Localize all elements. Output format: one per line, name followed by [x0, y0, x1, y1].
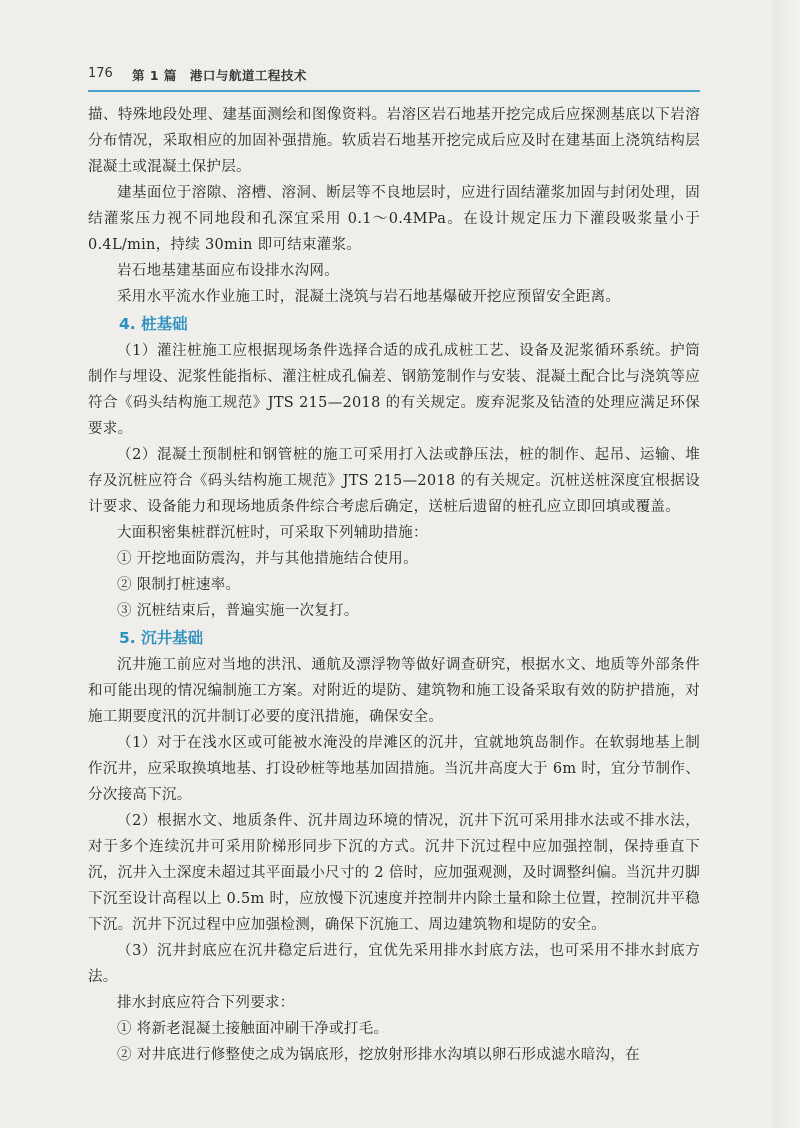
list-item: ② 对井底进行修整使之成为锅底形，挖放射形排水沟填以卵石形成滤水暗沟，在: [117, 1047, 640, 1063]
paragraph: （1）灌注桩施工应根据现场条件选择合适的成孔成桩工艺、设备及泥浆循环系统。护筒制作与埋设、泥浆性能指标、灌注桩成孔偏差、钢筋笼制作与安装、混凝土配合比与浇筑等应符合《码头结构施工规范》JTS 215—2018 的有关规定。废弃泥浆及钻渣的处理应满足环保要求。: [88, 343, 700, 437]
page-edge: [772, 0, 800, 1128]
running-header: [88, 66, 700, 88]
paragraph: 岩石地基建基面应布设排水沟网。: [117, 263, 339, 279]
list-item: ③ 沉桩结束后，普遍实施一次复打。: [117, 603, 359, 619]
section-heading-pile-foundation: 4. 桩基础: [119, 315, 188, 333]
paragraph: （2）根据水文、地质条件、沉井周边环境的情况，沉井下沉可采用排水法或不排水法，对于多个连续沉井可采用阶梯形同步下沉的方式。沉井下沉过程中应加强控制，保持垂直下沉，沉井入土深度未超过其平面最小尺寸的 2 倍时，应加强观测，及时调整纠偏。当沉井刃脚下沉至设计高程以上 0.5m 时，应放慢下沉速度并控制井内除土量和除土位置，控制沉井平稳下沉。沉井下沉过程中应加强检测，确保下沉施工、周边建筑物和堤防的安全。: [88, 813, 700, 933]
page-number: 176: [88, 66, 113, 81]
paragraph: 描、特殊地段处理、建基面测绘和图像资料。岩溶区岩石地基开挖完成后应探测基底以下岩溶分布情况，采取相应的加固补强措施。软质岩石地基开挖完成后应及时在建基面上浇筑结构层混凝土或混凝土保护层。: [88, 107, 700, 175]
paragraph: 排水封底应符合下列要求：: [117, 995, 295, 1011]
list-item: ① 将新老混凝土接触面冲刷干净或打毛。: [117, 1021, 389, 1037]
body-text: [88, 102, 700, 1068]
header-rule: [88, 90, 700, 92]
list-item: ① 开挖地面防震沟，并与其他措施结合使用。: [117, 551, 418, 567]
part-title: 第 1 篇 港口与航道工程技术: [132, 68, 307, 83]
paragraph: （3）沉井封底应在沉井稳定后进行，宜优先采用排水封底方法，也可采用不排水封底方法。: [88, 943, 700, 985]
paragraph: （2）混凝土预制桩和钢管桩的施工可采用打入法或静压法，桩的制作、起吊、运输、堆存及沉桩应符合《码头结构施工规范》JTS 215—2018 的有关规定。沉桩送桩深度宜根据设计要求、设备能力和现场地质条件综合考虑后确定，送桩后遗留的桩孔应立即回填或覆盖。: [88, 447, 700, 515]
paragraph: 沉井施工前应对当地的洪汛、通航及漂浮物等做好调查研究，根据水文、地质等外部条件和可能出现的情况编制施工方案。对附近的堤防、建筑物和施工设备采取有效的防护措施，对施工期要度汛的沉井制订必要的度汛措施，确保安全。: [88, 657, 700, 725]
section-heading-caisson-foundation: 5. 沉井基础: [119, 629, 204, 647]
paragraph: 采用水平流水作业施工时，混凝土浇筑与岩石地基爆破开挖应预留安全距离。: [117, 289, 621, 305]
paragraph: 大面积密集桩群沉桩时，可采取下列辅助措施：: [117, 525, 428, 541]
paragraph: （1）对于在浅水区或可能被水淹没的岸滩区的沉井，宜就地筑岛制作。在软弱地基上制作沉井，应采取换填地基、打设砂桩等地基加固措施。当沉井高度大于 6m 时，宜分节制作、分次接高下沉。: [88, 735, 700, 803]
paragraph: 建基面位于溶隙、溶槽、溶洞、断层等不良地层时，应进行固结灌浆加固与封闭处理，固结灌浆压力视不同地段和孔深宜采用 0.1～0.4MPa。在设计规定压力下灌段吸浆量小于 0.4L/min，持续 30min 即可结束灌浆。: [88, 185, 700, 253]
list-item: ② 限制打桩速率。: [117, 577, 241, 593]
